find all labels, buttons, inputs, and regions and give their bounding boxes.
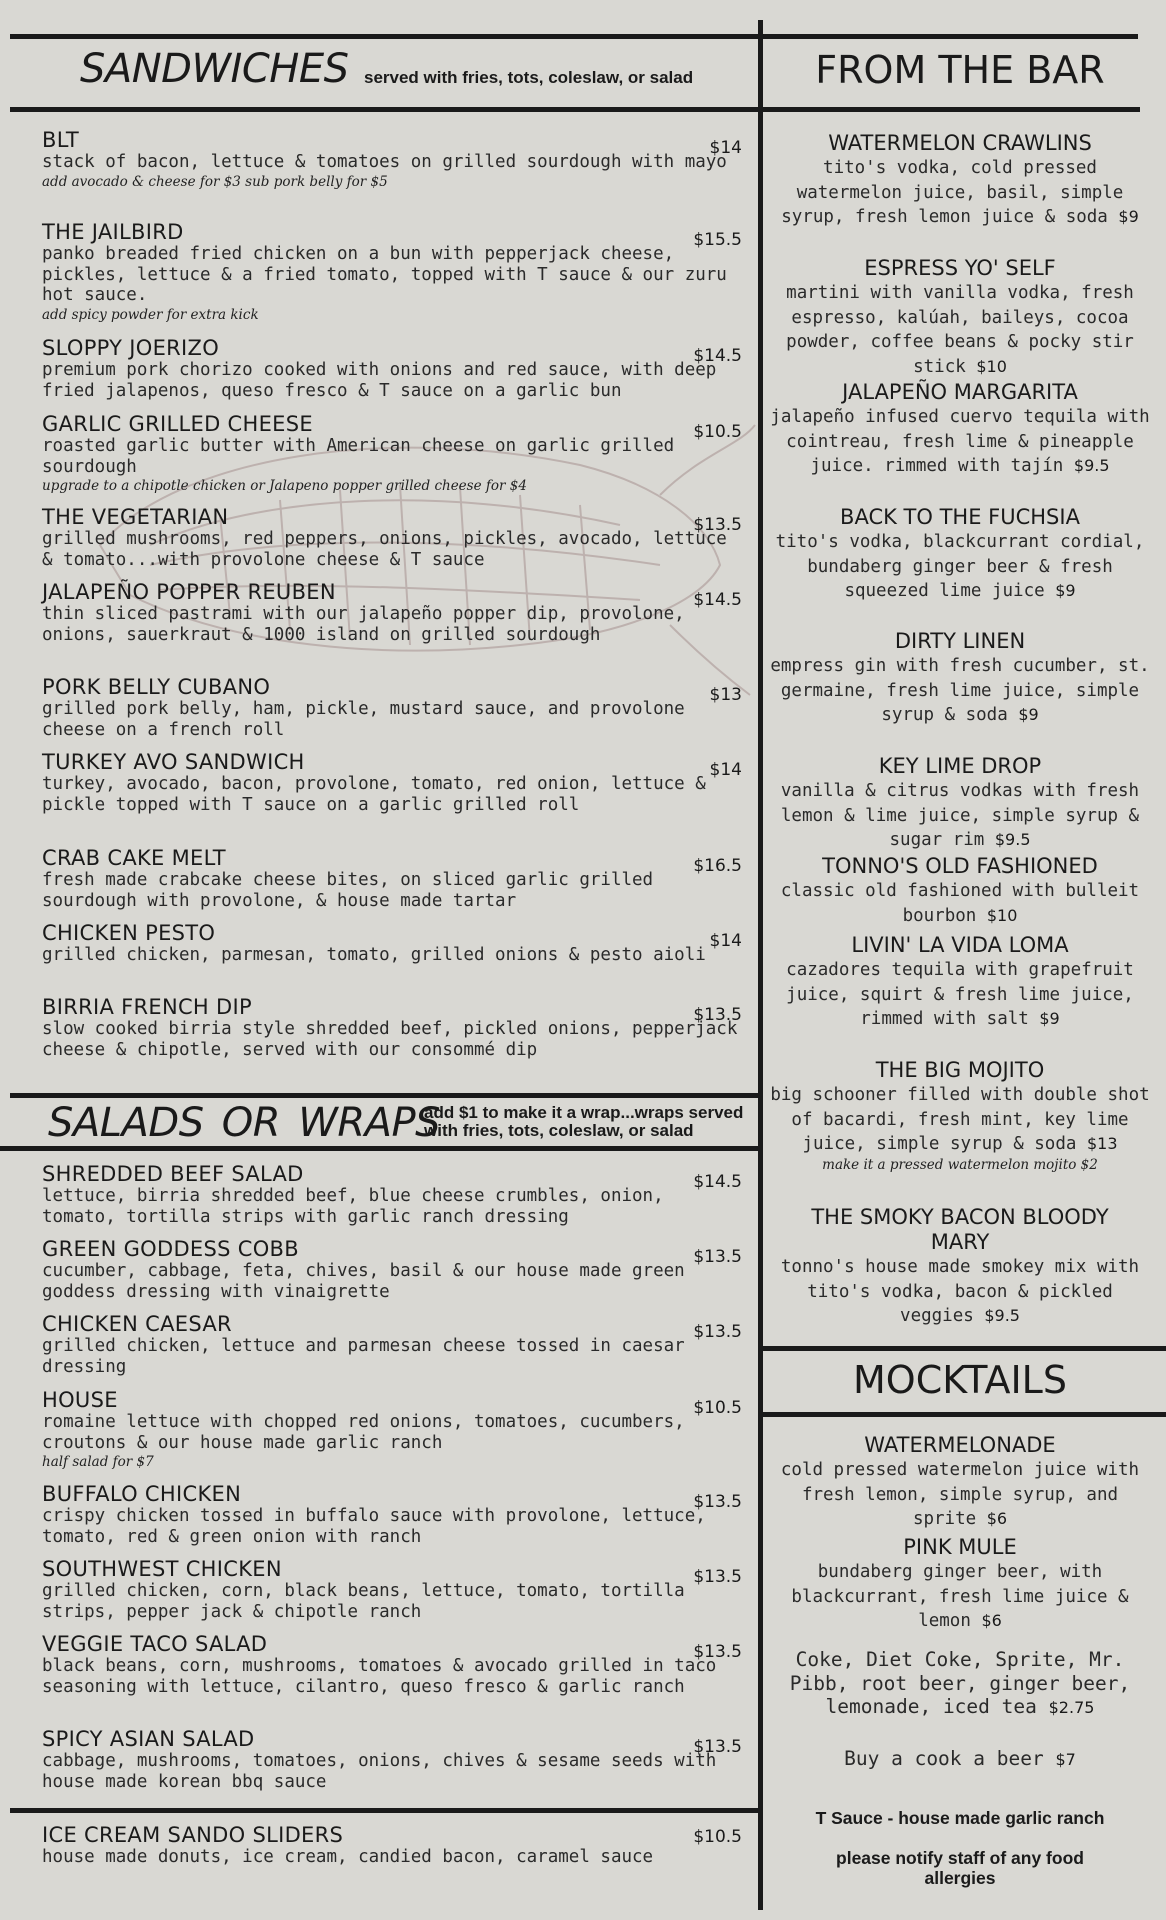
menu-item <box>42 1482 742 1547</box>
mocktail-item <box>770 1433 1150 1532</box>
rule-sandwiches-bottom <box>10 107 1140 112</box>
drink-item <box>770 629 1150 728</box>
drink-name: LIVIN' LA VIDA LOMA <box>851 933 1069 957</box>
t-sauce-note: T Sauce - house made garlic ranch <box>815 1808 1105 1828</box>
drink-description: classic old fashioned with bulleit bourbon $10 <box>780 881 1140 926</box>
item-description: grilled chicken, corn, black beans, lettuce, tomato, tortilla strips, pepper jack & chipotle ranch <box>42 1581 685 1622</box>
soft-drinks-price: $2.75 <box>1048 1698 1095 1717</box>
drink-price: $9 <box>1018 705 1039 724</box>
item-name: BLT <box>42 128 79 152</box>
drink-name: TONNO'S OLD FASHIONED <box>822 854 1098 878</box>
item-description: fresh made crabcake cheese bites, on sliced garlic grilled sourdough with provolone, & house made tartar <box>42 870 654 911</box>
bar-title: FROM THE BAR <box>815 48 1105 92</box>
rule-top-right <box>762 34 1138 39</box>
drink-description: martini with vanilla vodka, fresh espresso, kalúah, baileys, cocoa powder, coffee beans & pocky stir stick $10 <box>786 283 1134 377</box>
drink-item <box>770 1205 1150 1329</box>
drink-description: tito's vodka, blackcurrant cordial, bundaberg ginger beer & fresh squeezed lime juice $9 <box>775 532 1145 601</box>
menu-item <box>42 580 742 645</box>
sandwiches-note: served with fries, tots, coleslaw, or salad <box>364 68 694 87</box>
item-name: CHICKEN PESTO <box>42 921 216 945</box>
item-description: crispy chicken tossed in buffalo sauce with provolone, lettuce, tomato, red & green onion with ranch <box>42 1506 706 1547</box>
menu-item <box>42 505 742 570</box>
drink-price: $10 <box>986 905 1018 925</box>
rule-mocktails-top <box>762 1346 1166 1351</box>
item-description: cucumber, cabbage, feta, chives, basil & our house made green goddess dressing with vinaigrette <box>42 1261 685 1302</box>
sandwiches-title: SANDWICHES <box>80 46 349 92</box>
item-price: $15.5 <box>693 230 742 250</box>
item-name: ICE CREAM SANDO SLIDERS <box>42 1823 344 1847</box>
menu-item <box>42 995 742 1060</box>
drink-item <box>770 1058 1150 1173</box>
salads-title: SALADS OR WRAPS <box>48 1100 441 1146</box>
drink-name: ESPRESS YO' SELF <box>864 256 1056 280</box>
item-price: $13.5 <box>693 515 742 535</box>
item-name: GARLIC GRILLED CHEESE <box>42 412 313 436</box>
item-description: grilled mushrooms, red peppers, onions, pickles, avocado, lettuce & tomato...with provolone cheese & T sauce <box>42 529 727 570</box>
item-description: turkey, avocado, bacon, provolone, tomato, red onion, lettuce & pickle topped with T sauce on a garlic grilled roll <box>42 774 706 815</box>
item-price: $14 <box>709 931 742 951</box>
item-name: SLOPPY JOERIZO <box>42 336 220 360</box>
item-description: cabbage, mushrooms, tomatoes, onions, chives & sesame seeds with house made korean bbq sauce <box>42 1751 717 1792</box>
item-name: JALAPEÑO POPPER REUBEN <box>42 580 336 604</box>
drink-price: $9 <box>1055 581 1076 600</box>
item-description: roasted garlic butter with American cheese on garlic grilled sourdough <box>42 436 675 477</box>
item-price: $13.5 <box>693 1737 742 1757</box>
drink-name: BACK TO THE FUCHSIA <box>840 505 1080 529</box>
drink-description: cazadores tequila with grapefruit juice, squirt & fresh lime juice, rimmed with salt $9 <box>786 960 1134 1029</box>
item-description: stack of bacon, lettuce & tomatoes on grilled sourdough with mayo <box>42 152 727 172</box>
item-name: THE JAILBIRD <box>42 220 184 244</box>
soft-drinks: Coke, Diet Coke, Sprite, Mr. Pibb, root beer, ginger beer, lemonade, iced tea $2.75 <box>789 1648 1131 1718</box>
menu-item <box>42 1557 742 1622</box>
menu-item <box>42 336 742 401</box>
item-description: romaine lettuce with chopped red onions, tomatoes, cucumbers, croutons & our house made garlic ranch <box>42 1412 685 1453</box>
drink-price: $6 <box>986 1509 1008 1528</box>
drink-item <box>770 933 1150 1032</box>
item-price: $14 <box>709 138 742 158</box>
item-price: $13.5 <box>693 1642 742 1662</box>
item-description: slow cooked birria style shredded beef, pickled onions, pepperjack cheese & chipotle, served with our consommé dip <box>42 1019 738 1060</box>
drink-item <box>770 380 1150 479</box>
item-price: $13 <box>709 685 742 705</box>
item-price: $13.5 <box>693 1005 742 1025</box>
item-description: grilled chicken, parmesan, tomato, grilled onions & pesto aioli <box>42 945 706 965</box>
drink-price: $9 <box>1039 1009 1060 1028</box>
menu-item <box>42 1162 742 1227</box>
drink-description: vanilla & citrus vodkas with fresh lemon & lime juice, simple syrup & sugar rim $9.5 <box>780 781 1140 850</box>
column-divider <box>758 20 763 1910</box>
item-name: GREEN GODDESS COBB <box>42 1237 299 1261</box>
item-description: black beans, corn, mushrooms, tomatoes & avocado grilled in taco seasoning with lettuce, cilantro, queso fresco & garlic ranch <box>42 1656 717 1697</box>
rule-mocktails-bottom <box>762 1412 1166 1417</box>
item-name: PORK BELLY CUBANO <box>42 675 271 699</box>
menu-item <box>42 1237 742 1302</box>
item-note: upgrade to a chipotle chicken or Jalapeno popper grilled cheese for $4 <box>42 478 527 494</box>
item-name: SHREDDED BEEF SALAD <box>42 1162 304 1186</box>
item-name: CHICKEN CAESAR <box>42 1312 232 1336</box>
drink-price: $6 <box>981 1611 1002 1630</box>
item-description: premium pork chorizo cooked with onions and red sauce, with deep fried jalapenos, queso fresco & T sauce on a garlic bun <box>42 360 717 401</box>
item-price: $14 <box>709 760 742 780</box>
item-name: BUFFALO CHICKEN <box>42 1482 242 1506</box>
menu-item <box>42 675 742 740</box>
drink-name: PINK MULE <box>903 1535 1017 1559</box>
item-price: $10.5 <box>693 1827 742 1847</box>
drink-price: $9 <box>1118 207 1139 226</box>
salads-note: add $1 to make it a wrap...wraps served with fries, tots, coleslaw, or salad <box>424 1103 744 1140</box>
mocktails-title: MOCKTAILS <box>853 1358 1067 1402</box>
rule-salads-top <box>10 1093 762 1098</box>
item-description: grilled pork belly, ham, pickle, mustard sauce, and provolone cheese on a french roll <box>42 699 685 740</box>
rule-dessert-top <box>10 1808 762 1813</box>
drink-price: $9.5 <box>984 1306 1020 1325</box>
item-name: CRAB CAKE MELT <box>42 846 226 870</box>
item-note: half salad for $7 <box>42 1454 154 1470</box>
menu-item <box>42 128 742 191</box>
drink-item <box>770 505 1150 604</box>
menu-item <box>42 220 742 324</box>
item-price: $13.5 <box>693 1322 742 1342</box>
menu-item <box>42 846 742 911</box>
drink-name: WATERMELONADE <box>864 1433 1056 1457</box>
menu-item <box>42 1727 742 1792</box>
item-price: $13.5 <box>693 1492 742 1512</box>
item-name: SOUTHWEST CHICKEN <box>42 1557 282 1581</box>
item-name: SPICY ASIAN SALAD <box>42 1727 255 1751</box>
item-price: $13.5 <box>693 1247 742 1267</box>
item-description: panko breaded fried chicken on a bun with pepperjack cheese, pickles, lettuce & a fried tomato, topped with T sauce & our zuru hot sauce. <box>42 244 727 305</box>
menu-item <box>42 750 742 815</box>
drink-description: empress gin with fresh cucumber, st. germaine, fresh lime juice, simple syrup & soda $9 <box>770 656 1150 725</box>
item-note: add avocado & cheese for $3 sub pork belly for $5 <box>42 173 388 190</box>
item-price: $14.5 <box>693 346 742 366</box>
drink-name: JALAPEÑO MARGARITA <box>842 380 1078 404</box>
drink-description: bundaberg ginger beer, with blackcurrant, fresh lime juice & lemon $6 <box>791 1562 1129 1631</box>
item-description: house made donuts, ice cream, candied bacon, caramel sauce <box>42 1847 654 1867</box>
drink-price: $9.5 <box>994 830 1031 849</box>
drink-name: THE BIG MOJITO <box>875 1058 1045 1082</box>
item-name: TURKEY AVO SANDWICH <box>42 750 305 774</box>
rule-top-left <box>10 34 762 39</box>
rule-salads-bottom <box>0 1146 762 1151</box>
menu-item <box>42 412 742 495</box>
drink-item <box>770 754 1150 853</box>
item-name: BIRRIA FRENCH DIP <box>42 995 252 1019</box>
drink-price: $13 <box>1086 1134 1118 1153</box>
item-price: $14.5 <box>693 1172 742 1192</box>
item-price: $10.5 <box>693 1398 742 1418</box>
item-description: thin sliced pastrami with our jalapeño popper dip, provolone, onions, sauerkraut & 1000 island on grilled sourdough <box>42 604 685 645</box>
item-price: $10.5 <box>693 422 742 442</box>
drink-price: $10 <box>976 356 1007 376</box>
drink-name: KEY LIME DROP <box>878 754 1042 778</box>
item-description: lettuce, birria shredded beef, blue cheese crumbles, onion, tomato, tortilla strips with garlic ranch dressing <box>42 1186 664 1227</box>
drink-price: $9.5 <box>1073 456 1110 475</box>
drink-description: jalapeño infused cuervo tequila with cointreau, fresh lime & pineapple juice. rimmed with tajín $9.5 <box>770 407 1150 476</box>
drink-note: make it a pressed watermelon mojito $2 <box>822 1156 1098 1173</box>
menu-item <box>42 921 742 966</box>
drink-item <box>770 854 1150 928</box>
beer-price: $7 <box>1055 1750 1076 1769</box>
drink-item <box>770 256 1150 379</box>
menu-item <box>42 1312 742 1377</box>
drink-name: WATERMELON CRAWLINS <box>828 131 1092 155</box>
menu-item-dessert <box>42 1823 742 1868</box>
item-name: HOUSE <box>42 1388 118 1412</box>
item-name: VEGGIE TACO SALAD <box>42 1632 268 1656</box>
item-name: THE VEGETARIAN <box>42 505 229 529</box>
drink-item <box>770 131 1150 230</box>
drink-description: tito's vodka, cold pressed watermelon juice, basil, simple syrup, fresh lemon juice & soda $9 <box>781 158 1139 227</box>
drink-description: big schooner filled with double shot of bacardi, fresh mint, key lime juice, simple syrup & soda $13 <box>770 1085 1150 1154</box>
drink-name: DIRTY LINEN <box>894 629 1026 653</box>
drink-description: tonno's house made smokey mix with tito's vodka, bacon & pickled veggies $9.5 <box>780 1257 1140 1326</box>
menu-item <box>42 1388 742 1471</box>
item-price: $16.5 <box>693 856 742 876</box>
menu-item <box>42 1632 742 1697</box>
mocktail-item <box>770 1535 1150 1634</box>
item-price: $13.5 <box>693 1567 742 1587</box>
allergy-note: please notify staff of any food allergies <box>836 1848 1084 1888</box>
item-description: grilled chicken, lettuce and parmesan cheese tossed in caesar dressing <box>42 1336 685 1377</box>
item-price: $14.5 <box>693 590 742 610</box>
drink-name: THE SMOKY BACON BLOODY MARY <box>811 1205 1109 1254</box>
item-note: add spicy powder for extra kick <box>42 306 259 323</box>
buy-a-cook-a-beer: Buy a cook a beer $7 <box>844 1747 1076 1770</box>
drink-description: cold pressed watermelon juice with fresh lemon, simple syrup, and sprite $6 <box>780 1460 1140 1529</box>
